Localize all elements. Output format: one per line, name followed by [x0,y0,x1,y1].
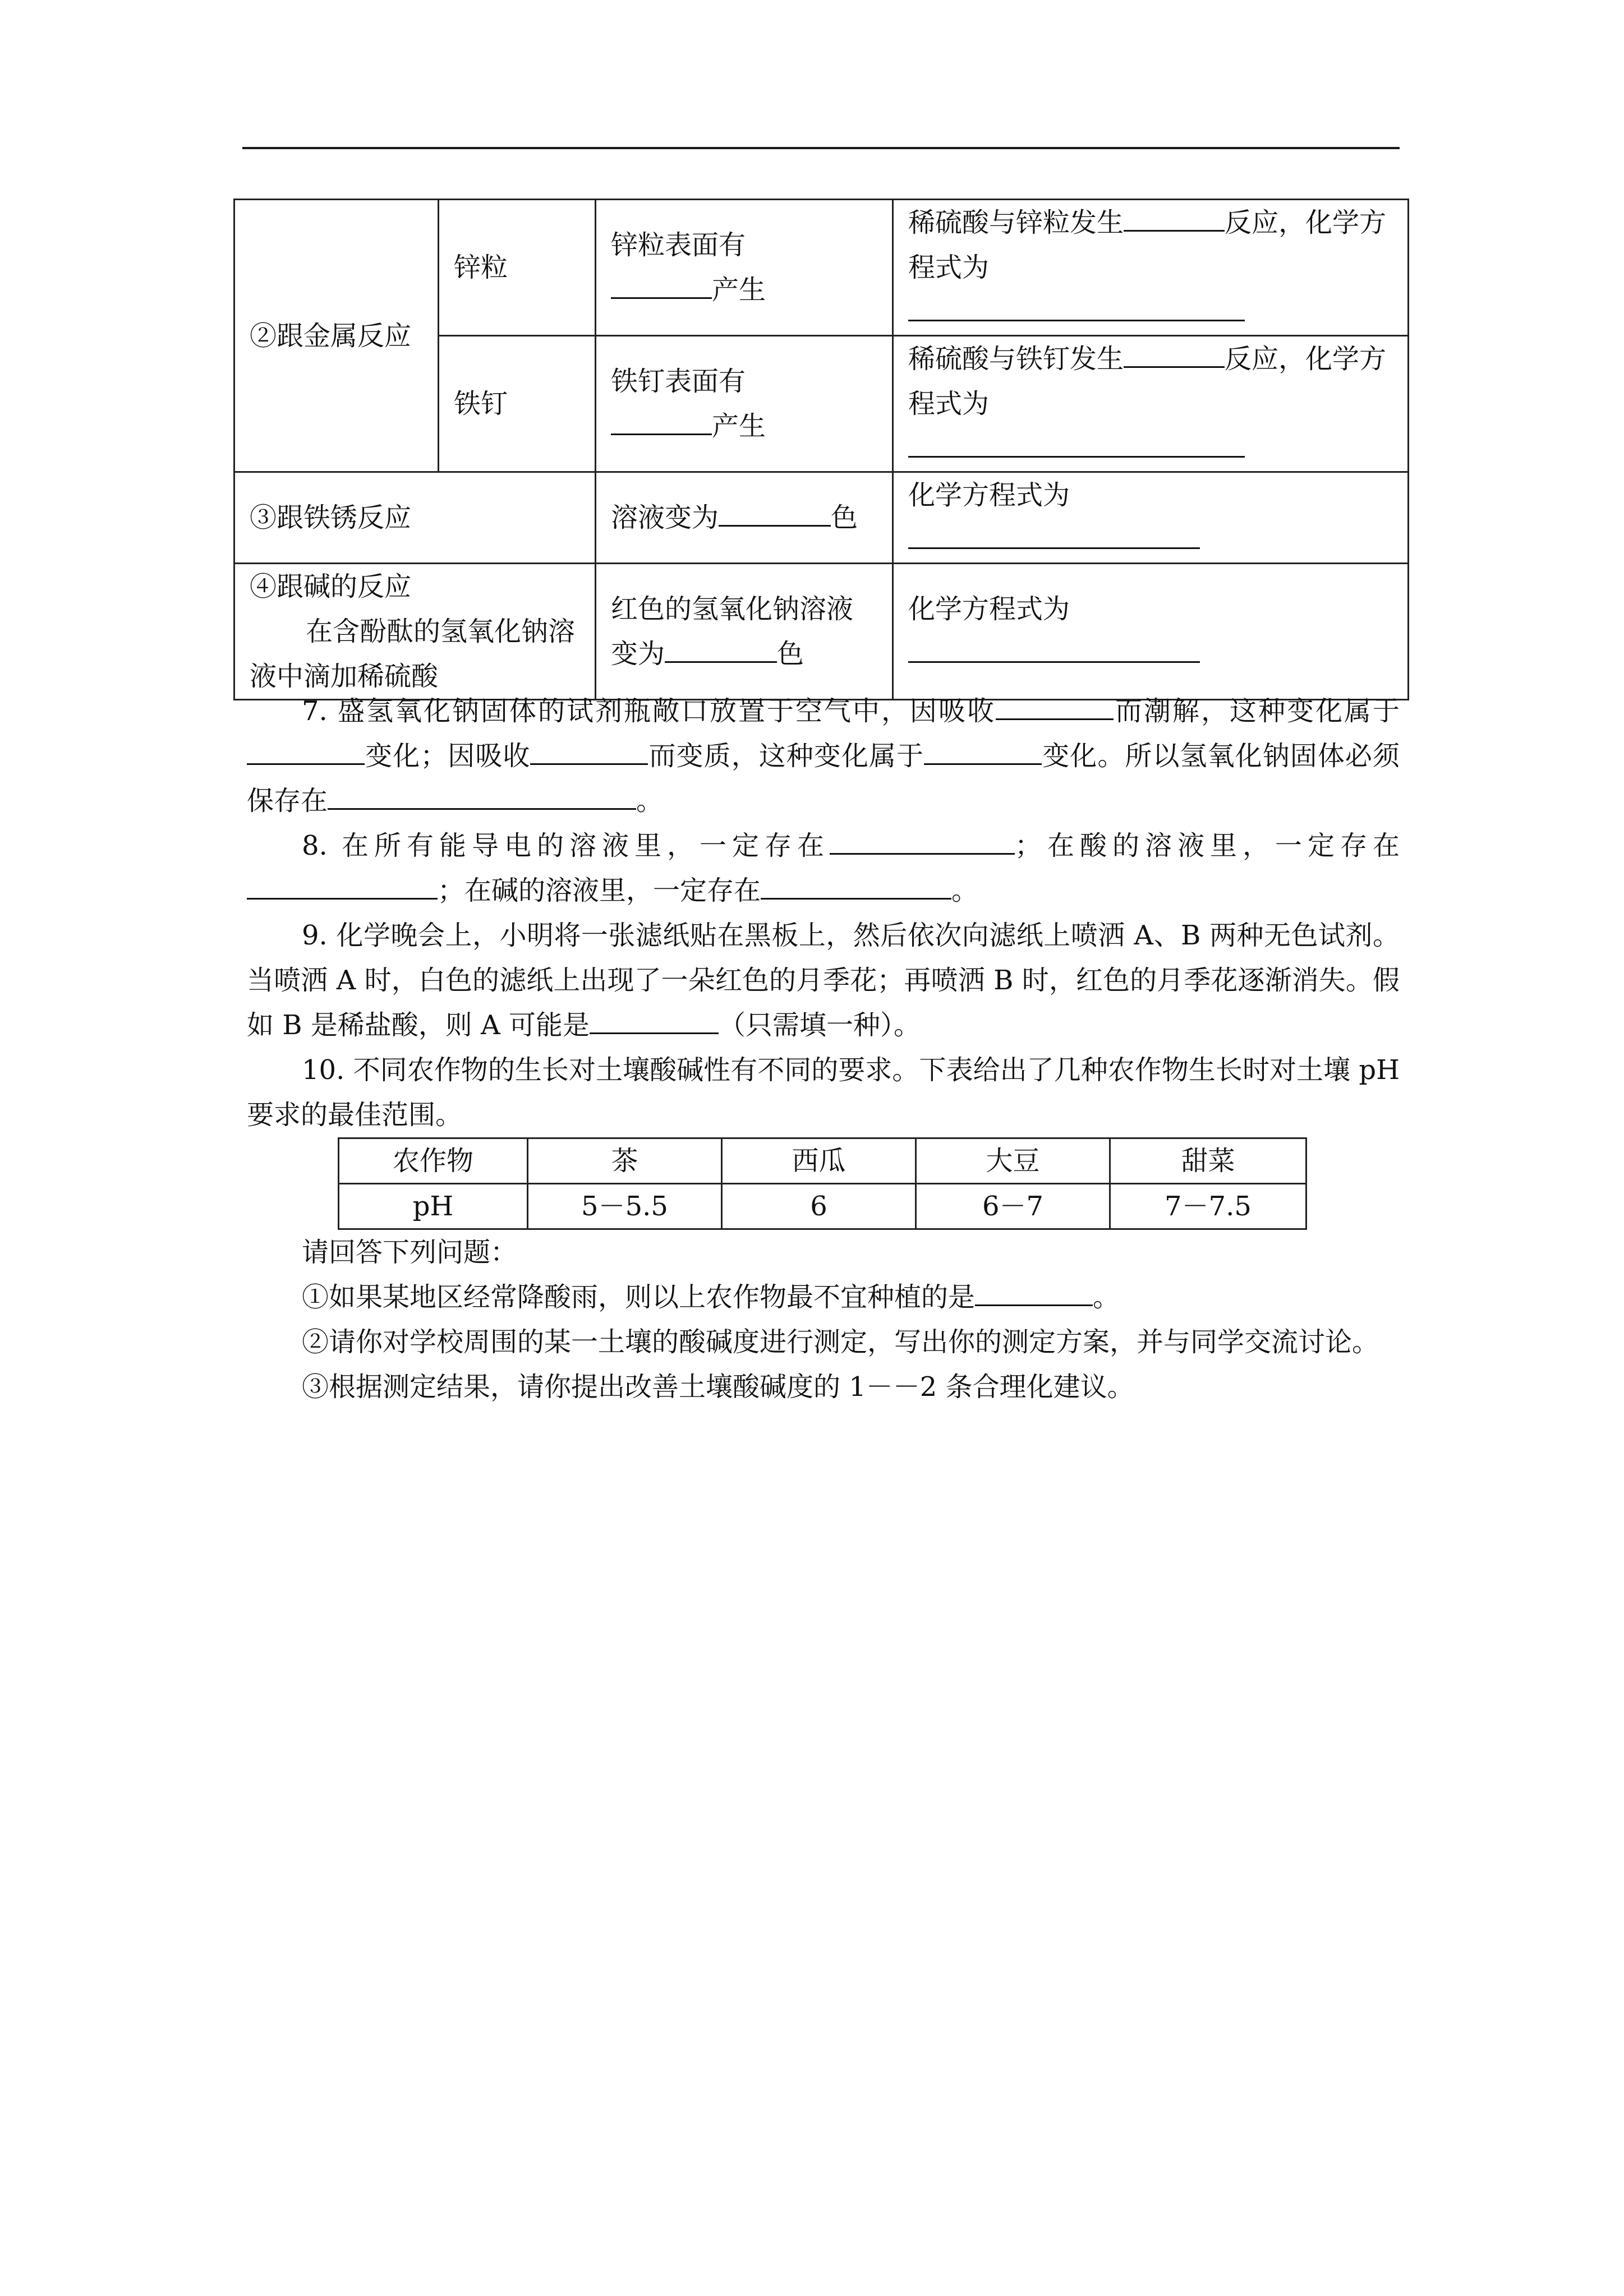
answer-blank[interactable] [719,499,831,527]
table-row [234,200,1409,336]
answer-blank[interactable] [1124,340,1225,368]
equation-blank[interactable] [908,522,1200,549]
table-row [234,564,1409,700]
answer-blank[interactable] [924,737,1042,765]
iron-phenomenon: 铁钉表面有 产生 [596,336,893,472]
answer-blank[interactable] [247,872,438,900]
question-10-sub2: ②请你对学校周围的某一土壤的酸碱度进行测定，写出你的测定方案，并与同学交流讨论。 [302,1326,1379,1358]
answer-blank[interactable] [328,782,636,810]
header-cell: 农作物 [339,1138,528,1184]
zinc-conclusion: 稀硫酸与锌粒发生 反应，化学方程式为 [893,200,1409,336]
question-9: 9. 化学晚会上，小明将一张滤纸贴在黑板上，然后依次向滤纸上喷洒 A、B 两种无色试剂。当喷洒 A 时，白色的滤纸上出现了一朵红色的月季花；再喷洒 B 时，红色的月季花逐渐消失。假如 B 是稀盐酸，则 A 可能是 （只需填一种）。 [247,920,1400,1041]
base-phenomenon: 红色的氢氧化钠溶液变为 色 [596,564,893,700]
answer-blank[interactable] [611,408,712,435]
equation-blank[interactable] [908,294,1245,321]
header-cell: 茶 [528,1138,722,1184]
answer-blank[interactable] [590,1007,719,1034]
rust-conclusion: 化学方程式为 [893,472,1409,564]
base-reaction-label: ④跟碱的反应 在含酚酞的氢氧化钠溶液中滴加稀硫酸 [234,564,596,700]
iron-conclusion: 稀硫酸与铁钉发生 反应，化学方程式为 [893,336,1409,472]
answer-blank[interactable] [247,737,365,765]
equation-blank[interactable] [908,635,1200,663]
table-row [234,472,1409,564]
header-cell: 西瓜 [722,1138,916,1184]
answer-blank[interactable] [996,693,1114,720]
table-cell: 7－7.5 [1110,1184,1306,1229]
answer-blank[interactable] [830,827,1015,855]
zinc-material: 锌粒 [439,200,596,336]
base-conclusion: 化学方程式为 [893,564,1409,700]
zinc-phenomenon: 锌粒表面有 产生 [596,200,893,336]
table-cell: 6 [722,1184,916,1229]
header-cell: 大豆 [916,1138,1110,1184]
question-10-sub1: ①如果某地区经常降酸雨，则以上农作物最不宜种植的是 。 [247,1275,1400,1320]
acid-properties-table [233,199,1409,700]
question-10-sub3: ③根据测定结果，请你提出改善土壤酸碱度的 1－－2 条合理化建议。 [302,1371,1134,1403]
table-row [339,1184,1306,1229]
answer-blank[interactable] [761,872,951,900]
rust-reaction-label: ③跟铁锈反应 [234,472,596,564]
equation-blank[interactable] [908,430,1245,458]
answer-blank[interactable] [1124,204,1225,232]
answer-blank[interactable] [611,271,712,299]
answer-blank[interactable] [530,737,648,765]
table-header-row [339,1138,1306,1184]
header-cell: 甜菜 [1110,1138,1306,1184]
iron-material: 铁钉 [439,336,596,472]
questions-body [247,689,1400,1409]
table-cell: pH [339,1184,528,1229]
question-7: 7. 盛氢氧化钠固体的试剂瓶敞口放置于空气中，因吸收 而潮解，这种变化属于变化；因吸收 而变质，这种变化属于 变化。所以氢氧化钠固体必须保存在 。 [247,689,1400,823]
answer-blank[interactable] [665,635,777,663]
question-10-prompt: 请回答下列问题： [302,1237,518,1268]
rust-phenomenon: 溶液变为 色 [596,472,893,564]
question-8: 8. 在所有能导电的溶液里，一定存在 ；在酸的溶液里，一定存在；在碱的溶液里，一定存在 。 [247,823,1400,913]
metal-reaction-label: ②跟金属反应 [234,200,439,472]
table-cell: 5－5.5 [528,1184,722,1229]
answer-blank[interactable] [975,1279,1093,1306]
table-cell: 6－7 [916,1184,1110,1229]
crop-ph-table [338,1137,1307,1230]
question-10-intro: 10. 不同农作物的生长对土壤酸碱性有不同的要求。下表给出了几种农作物生长时对土壤 pH 要求的最佳范围。 [247,1054,1400,1131]
header-rule [242,147,1400,149]
